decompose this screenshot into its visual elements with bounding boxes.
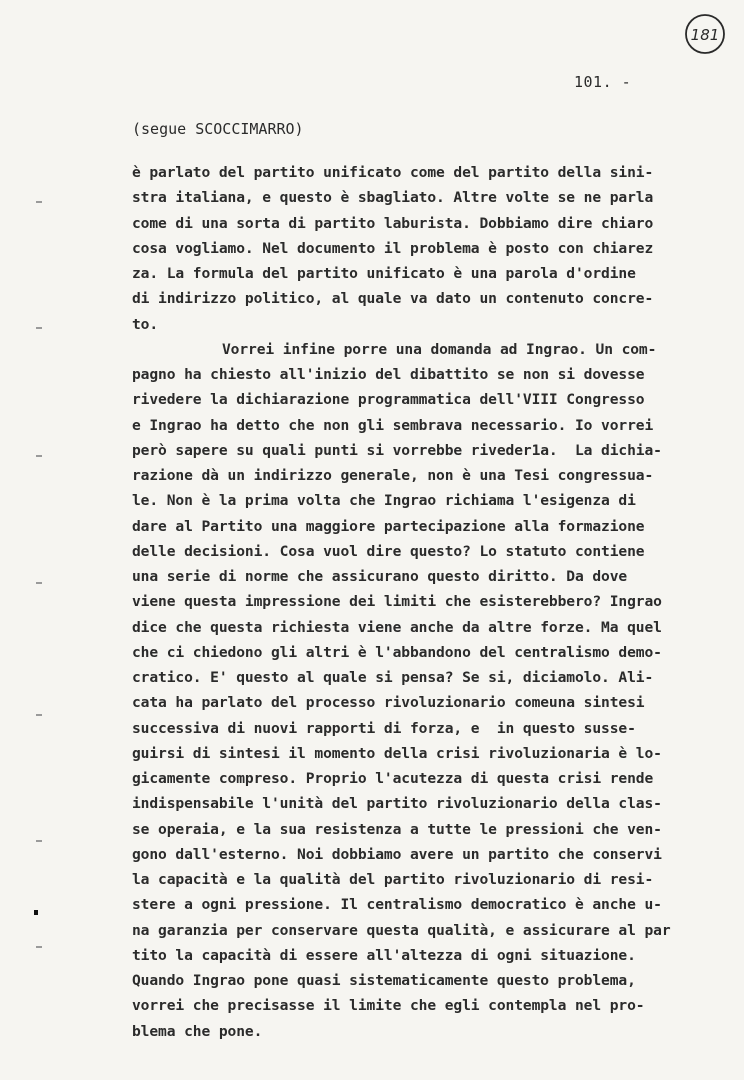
margin-mark bbox=[36, 455, 42, 457]
text-line: se operaia, e la sua resistenza a tutte le pressioni che ven- bbox=[132, 820, 662, 838]
margin-dot bbox=[34, 910, 38, 915]
text-line: e Ingrao ha detto che non gli sembrava necessario. Io vorrei bbox=[132, 416, 654, 434]
text-line: gicamente compreso. Proprio l'acutezza di questa crisi rende bbox=[132, 770, 654, 787]
body-text bbox=[132, 160, 692, 1044]
text-line: stere a ogni pressione. Il centralismo democratico è anche u- bbox=[132, 896, 662, 914]
text-line: dice che questa richiesta viene anche da altre forze. Ma quel bbox=[132, 618, 662, 636]
text-line: gono dall'esterno. Noi dobbiamo avere un partito che conservi bbox=[132, 845, 662, 863]
margin-mark bbox=[36, 946, 42, 948]
text-line: pagno ha chiesto all'inizio del dibattito se non si dovesse bbox=[132, 366, 645, 383]
text-line: è parlato del partito unificato come del partito della sini- bbox=[132, 164, 654, 181]
text-line: successiva di nuovi rapporti di forza, e in questo susse- bbox=[132, 719, 636, 737]
text-line: Vorrei infine porre una domanda ad Ingrao. Un com- bbox=[222, 340, 657, 358]
text-line: cata ha parlato del processo rivoluzionario comeuna sintesi bbox=[132, 694, 645, 712]
margin-mark bbox=[36, 714, 42, 716]
text-line: come di una sorta di partito laburista. Dobbiamo dire chiaro bbox=[132, 214, 654, 232]
margin-mark bbox=[36, 582, 42, 584]
text-line: rivedere la dichiarazione programmatica dell'VIII Congresso bbox=[132, 391, 645, 409]
text-line: dare al Partito una maggiore partecipazione alla formazione bbox=[132, 517, 645, 535]
text-line: na garanzia per conservare questa qualità, e assicurare al par bbox=[132, 921, 671, 939]
text-line: cratico. E' questo al quale si pensa? Se si, diciamolo. Ali- bbox=[132, 669, 654, 686]
text-line: delle decisioni. Cosa vuol dire questo? Lo statuto contiene bbox=[132, 542, 645, 560]
text-line: indispensabile l'unità del partito rivoluzionario della clas- bbox=[132, 795, 662, 813]
text-line: una serie di norme che assicurano questo diritto. Da dove bbox=[132, 568, 628, 585]
page-number: 101. - bbox=[574, 73, 632, 91]
text-line: però sapere su quali punti si vorrebbe riveder1a. La dichia- bbox=[132, 441, 662, 459]
text-line: razione dà un indirizzo generale, non è una Tesi congressua- bbox=[132, 467, 654, 484]
text-line: Quando Ingrao pone quasi sistematicamente questo problema, bbox=[132, 972, 636, 989]
text-line: le. Non è la prima volta che Ingrao richiama l'esigenza di bbox=[132, 492, 636, 510]
text-line: vorrei che precisasse il limite che egli contempla nel pro- bbox=[132, 997, 645, 1015]
text-line: to. bbox=[132, 315, 159, 333]
margin-mark bbox=[36, 201, 42, 203]
text-line: blema che pone. bbox=[132, 1022, 263, 1040]
text-line: cosa vogliamo. Nel documento il problema è posto con chiarez bbox=[132, 239, 654, 257]
text-line: la capacità e la qualità del partito rivoluzionario di resi- bbox=[132, 871, 654, 888]
text-line: guirsi di sintesi il momento della crisi rivoluzionaria è lo- bbox=[132, 744, 662, 762]
text-line: viene questa impressione dei limiti che esisterebbero? Ingrao bbox=[132, 593, 662, 611]
text-line: stra italiana, e questo è sbagliato. Altre volte se ne parla bbox=[132, 189, 654, 207]
speaker-heading: (segue SCOCCIMARRO) bbox=[132, 120, 304, 138]
text-line: tito la capacità di essere all'altezza di ogni situazione. bbox=[132, 946, 636, 964]
text-line: di indirizzo politico, al quale va dato un contenuto concre- bbox=[132, 290, 654, 308]
margin-mark bbox=[36, 327, 42, 329]
stamp-number: 181 bbox=[690, 26, 720, 44]
archive-stamp bbox=[683, 12, 727, 56]
text-line: za. La formula del partito unificato è una parola d'ordine bbox=[132, 265, 636, 282]
text-line: che ci chiedono gli altri è l'abbandono del centralismo demo- bbox=[132, 643, 662, 661]
margin-mark bbox=[36, 840, 42, 842]
